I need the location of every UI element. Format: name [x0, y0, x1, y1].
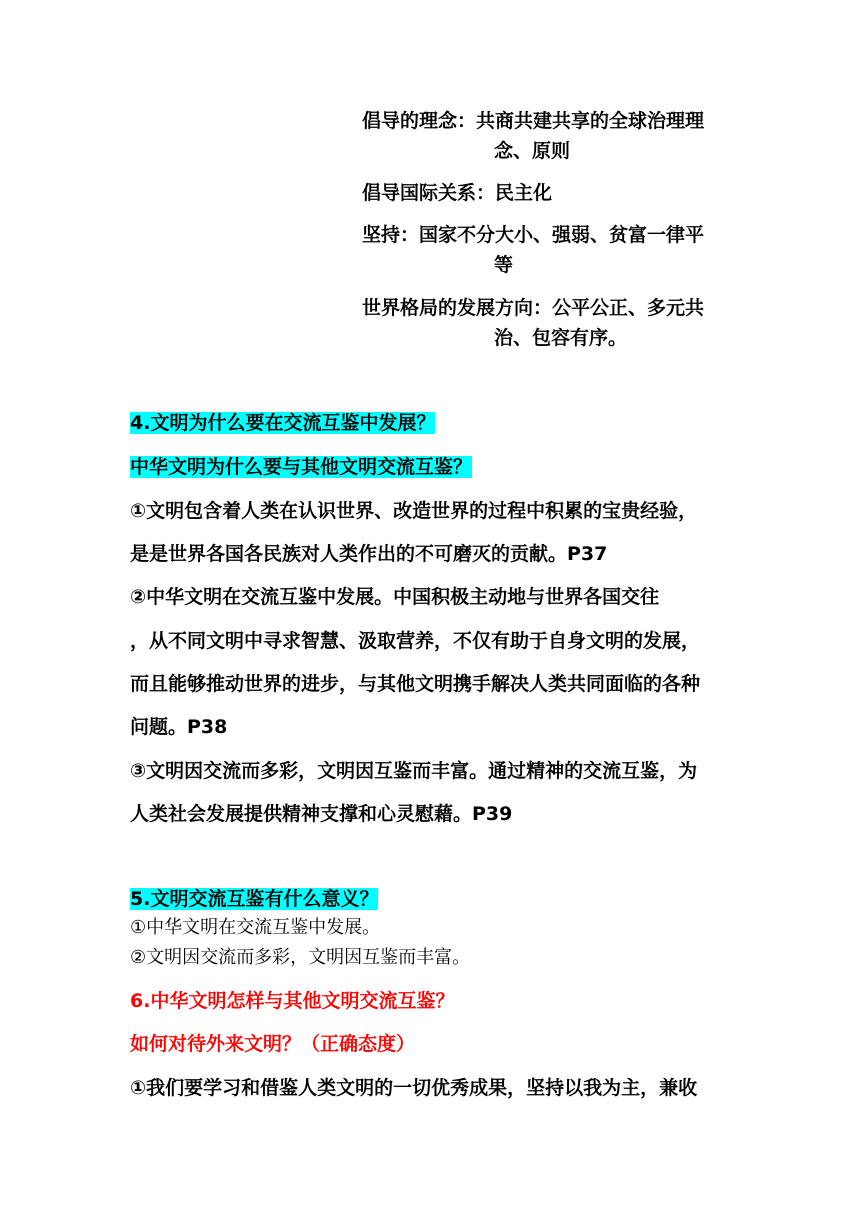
- section-4-para: 人类社会发展提供精神支撑和心灵慰藉。P39: [130, 803, 513, 825]
- section-6-subheading: 如何对待外来文明？（正确态度）: [130, 1033, 416, 1055]
- item-text: 倡导国际关系：民主化: [362, 182, 553, 204]
- heading-text: 5.文明交流互鉴有什么意义？: [130, 888, 379, 910]
- item-world-pattern: [362, 293, 734, 353]
- section-4-para: 是是世界各国各民族对人类作出的不可磨灭的贡献。P37: [130, 543, 608, 565]
- item-text: 世界格局的发展方向：公平公正、多元共: [362, 297, 705, 319]
- item-insist: [362, 220, 734, 280]
- section-4-subheading: [130, 455, 472, 479]
- section-6-heading: 6.中华文明怎样与其他文明交流互鉴？: [130, 990, 455, 1012]
- section-4-para: ③文明因交流而多彩，文明因互鉴而丰富。通过精神的交流互鉴，为: [130, 760, 698, 782]
- section-4-para: ①文明包含着人类在认识世界、改造世界的过程中积累的宝贵经验，: [130, 500, 698, 522]
- section-4-para: 问题。P38: [130, 716, 228, 738]
- item-text: 念、原则: [494, 140, 571, 162]
- item-relations: [362, 178, 734, 208]
- section-4-para: ②中华文明在交流互鉴中发展。中国积极主动地与世界各国交往: [130, 586, 660, 608]
- section-4-para: ，从不同文明中寻求智慧、汲取营养，不仅有助于自身文明的发展，: [130, 630, 701, 652]
- heading-text: 4.文明为什么要在交流互鉴中发展？: [130, 412, 436, 434]
- section-5-item: ②文明因交流而多彩，文明因互鉴而丰富。: [130, 947, 471, 968]
- section-5-heading: [130, 887, 378, 911]
- item-text: 治、包容有序。: [494, 327, 628, 349]
- item-concept: [362, 106, 734, 166]
- item-text: 倡导的理念：共商共建共享的全球治理理: [362, 110, 705, 132]
- item-text: 坚持：国家不分大小、强弱、贫富一律平: [362, 224, 705, 246]
- section-4-para: 而且能够推动世界的进步，与其他文明携手解决人类共同面临的各种: [130, 673, 701, 695]
- section-4-heading: [130, 411, 435, 435]
- item-text: 等: [494, 254, 514, 276]
- section-5-item: ①中华文明在交流互鉴中发展。: [130, 917, 381, 938]
- section-6-para: ①我们要学习和借鉴人类文明的一切优秀成果，坚持以我为主，兼收: [130, 1077, 698, 1099]
- heading-text: 中华文明为什么要与其他文明交流互鉴？: [130, 456, 473, 478]
